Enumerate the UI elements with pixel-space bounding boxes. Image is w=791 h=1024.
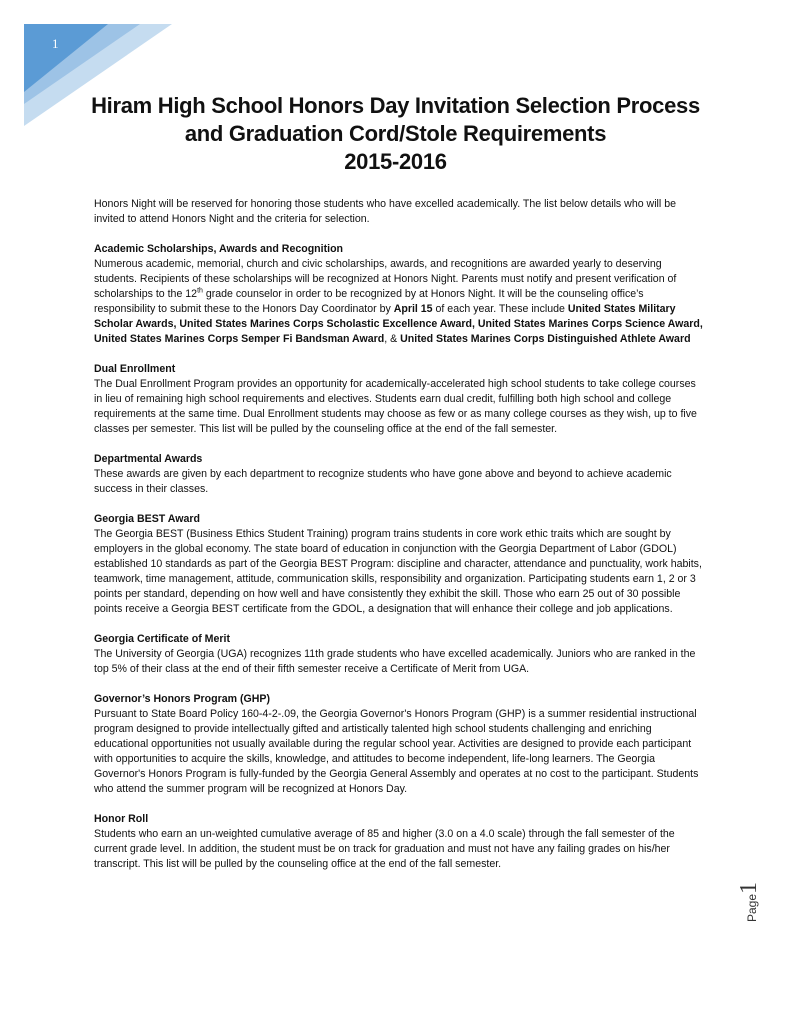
section-heading: Georgia BEST Award	[94, 513, 200, 525]
section-body: The University of Georgia (UGA) recognizes 11th grade students who have excelled academically. Juniors who are ranked in the top 5% of their class at the end of their fifth semester receive a Certificate of Merit from UGA.	[94, 648, 696, 675]
section-heading: Dual Enrollment	[94, 363, 176, 375]
section-body: The Georgia BEST (Business Ethics Student Training) program trains students in core work ethic traits which are sought by employers in the global economy. The state board of education in conjunction with the Georgia Department of Labor (GDOL) established 10 standards as part of the Georgia BEST Program: discipline and character, attendance and punctuality, work habits, teamwork, time management, attitude, communication skills, responsibility and organization. Participating students earn 1, 2 or 3 points per standard, depending on how well and have consistently they exhibit the skill. Those who earn 25 out of 30 possible points receive a Georgia BEST certificate from the GDOL, a designation that will enhance their college and job applications.	[94, 528, 702, 615]
title-line-2: and Graduation Cord/Stole Requirements	[184, 121, 607, 146]
section-heading: Georgia Certificate of Merit	[94, 633, 230, 645]
document-title	[60, 92, 731, 176]
section-heading: Academic Scholarships, Awards and Recognition	[94, 243, 344, 255]
section-body: Pursuant to State Board Policy 160-4-2-.09, the Georgia Governor's Honors Program (GHP) is a summer residential instructional program designed to provide intellectually gifted and artistically talented high school students challenging and enriching educational opportunities not usually available during the regular school year. Activities are designed to provide each participant with opportunities to acquire the skills, knowledge, and attitudes to become independent, life-long learners. The Georgia Governor's Honors Program is fully-funded by the Georgia General Assembly and operates at no cost to the participant. Students who attend the summer program will be recognized at Honors Day.	[94, 708, 699, 795]
superscript: th	[197, 287, 203, 295]
body-text-run: , &	[384, 333, 401, 345]
section-heading: Departmental Awards	[94, 453, 203, 465]
section-departmental-awards	[94, 452, 706, 497]
section-body: The Dual Enrollment Program provides an opportunity for academically-accelerated high school students to take college courses in lieu of remaining high school requirements and electives. Students earn dual credit, fulfilling both high school and college requirements at the same time. Dual Enrollment students may choose as few or as many college courses as they wish, up to five classes per semester. This list will be pulled by the counseling office at the end of the fall semester.	[94, 378, 697, 435]
section-heading: Honor Roll	[94, 813, 149, 825]
section-honor-roll	[94, 812, 706, 872]
body-text-run: Numerous academic, memorial, church and civic scholarships, awards, and recognitions are awarded yearly to deserving students. Recipients of these scholarships will be recognized at Honors Night. Parents must notify and present verification of scholarships to the 12	[94, 258, 677, 300]
document-body	[94, 197, 706, 887]
page-number: 1	[736, 881, 762, 894]
corner-page-number: 1	[52, 36, 59, 51]
page-footer-label	[732, 870, 772, 930]
body-text-run: of each year. These include	[432, 303, 568, 315]
section-georgia-best	[94, 512, 706, 617]
section-body: These awards are given by each department to recognize students who have gone above and beyond to achieve academic success in their classes.	[94, 468, 672, 495]
section-academic-scholarships	[94, 242, 706, 347]
section-body	[94, 257, 706, 347]
intro-paragraph: Honors Night will be reserved for honoring those students who have excelled academically. The list below details who will be invited to attend Honors Night and the criteria for selection.	[94, 198, 676, 225]
title-line-1: Hiram High School Honors Day Invitation Selection Process	[91, 93, 700, 118]
section-dual-enrollment	[94, 362, 706, 437]
section-heading: Governor’s Honors Program (GHP)	[94, 693, 271, 705]
section-governors-honors	[94, 692, 706, 797]
section-certificate-of-merit	[94, 632, 706, 677]
body-text-run: grade counselor in order to be recognized by at Honors Night. It will be the counseling office’s responsibility to submit these to the Honors Day Coordinator by	[94, 288, 644, 315]
section-body: Students who earn an un-weighted cumulative average of 85 and higher (3.0 on a 4.0 scale) through the fall semester of the current grade level. In addition, the student must be on track for graduation and must not have any failing grades on his/her transcript. This list will be pulled by the counseling office at the end of the fall semester.	[94, 828, 675, 870]
award-list-last: United States Marines Corps Distinguished Athlete Award	[400, 333, 691, 345]
page-word: Page	[745, 893, 759, 922]
award-list: United States Military Scholar Awards, United States Marines Corps Scholastic Excellence Award, United States Marines Corps Science Award, United States Marines Corps Semper Fi Bandsman Award	[94, 303, 703, 345]
deadline-date: April 15	[393, 303, 433, 315]
title-line-3: 2015-2016	[344, 149, 447, 174]
